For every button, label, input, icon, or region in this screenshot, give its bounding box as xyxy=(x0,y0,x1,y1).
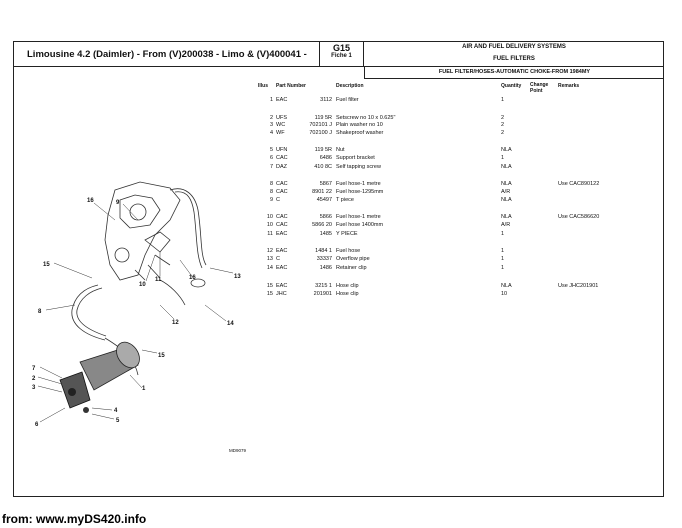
illus-number: 10 xyxy=(266,222,273,228)
filter-sketch xyxy=(60,338,144,413)
part-number: 5866 20 xyxy=(312,222,332,228)
part-number: 1485 xyxy=(319,231,332,237)
callout: 5 xyxy=(116,418,120,424)
callout: 2 xyxy=(32,376,36,382)
part-number: 1486 xyxy=(319,265,332,271)
col-part-number: Part Number xyxy=(276,83,307,89)
callout: 8 xyxy=(38,309,42,315)
quantity: A/R xyxy=(501,222,511,228)
part-prefix: CAC xyxy=(276,189,288,195)
engine-sketch xyxy=(72,182,206,375)
part-number: 5866 xyxy=(319,214,332,220)
illus-number: 9 xyxy=(269,197,273,203)
part-number: 45497 xyxy=(316,197,332,203)
group-code: G15 xyxy=(332,43,350,53)
illus-number: 15 xyxy=(266,283,273,289)
callout: 16 xyxy=(87,198,94,204)
part-description: Plain washer no 10 xyxy=(336,122,383,128)
part-description: Shakeproof washer xyxy=(336,130,384,136)
part-number: 1484 1 xyxy=(315,248,332,254)
part-prefix: CAC xyxy=(276,155,288,161)
part-number: 702101 J xyxy=(309,122,332,128)
quantity: 1 xyxy=(501,265,505,271)
quantity: A/R xyxy=(501,189,511,195)
part-number: 3215 1 xyxy=(315,283,332,289)
part-description: Y PIECE xyxy=(336,231,358,237)
part-prefix: WC xyxy=(276,122,286,128)
part-description: Fuel hose-1295mm xyxy=(336,189,384,195)
callout: 15 xyxy=(43,262,50,268)
part-number: 6486 xyxy=(319,155,332,161)
callout: 16 xyxy=(189,275,196,281)
col-change-point: Change Point xyxy=(530,82,549,94)
callout: 6 xyxy=(35,422,39,428)
fuel-filter-diagram xyxy=(20,160,250,440)
fiche-code-cell xyxy=(320,41,364,67)
diagram-reference: MD9079 xyxy=(229,448,247,453)
illus-number: 12 xyxy=(266,248,273,254)
part-description: Nut xyxy=(336,147,345,153)
part-number: 702100 J xyxy=(309,130,332,136)
group-title: FUEL FILTERS xyxy=(493,56,535,62)
part-prefix: DAZ xyxy=(276,164,287,170)
illus-number: 5 xyxy=(269,147,273,153)
part-prefix: EAC xyxy=(276,97,288,103)
illus-number: 11 xyxy=(267,231,273,237)
illus-number: 14 xyxy=(266,265,273,271)
remarks: Use CAC890122 xyxy=(558,181,600,187)
illus-number: 1 xyxy=(269,97,273,103)
quantity: 2 xyxy=(501,115,505,121)
illus-number: 8 xyxy=(269,189,273,195)
callout: 15 xyxy=(158,353,165,359)
part-number: 410 8C xyxy=(314,164,332,170)
part-prefix: JHC xyxy=(276,291,287,297)
callout-labels xyxy=(32,198,241,428)
quantity: 2 xyxy=(501,130,505,136)
illus-number: 6 xyxy=(269,155,273,161)
part-description: Hose clip xyxy=(336,283,359,289)
col-illus: Illus xyxy=(258,83,269,89)
callout: 10 xyxy=(139,282,146,288)
col-description: Description xyxy=(336,83,364,89)
part-description: Hose clip xyxy=(336,291,359,297)
illus-number: 7 xyxy=(269,164,273,170)
quantity: 10 xyxy=(501,291,508,297)
remarks: Use JHC201901 xyxy=(558,283,599,289)
callout: 12 xyxy=(172,320,179,326)
system-title: AIR AND FUEL DELIVERY SYSTEMS xyxy=(462,44,566,50)
part-number: 119 5R xyxy=(314,147,332,153)
quantity: 1 xyxy=(501,231,505,237)
callout: 13 xyxy=(234,274,241,280)
page-title xyxy=(13,41,320,67)
callout: 11 xyxy=(155,277,162,283)
part-description: Fuel hose 1400mm xyxy=(336,222,384,228)
part-prefix: CAC xyxy=(276,214,288,220)
subgroup-title: FUEL FILTER/HOSES-AUTOMATIC CHOKE-FROM 1984MY xyxy=(364,67,664,79)
part-description: Overflow pipe xyxy=(336,256,370,262)
part-prefix: C xyxy=(276,197,280,203)
quantity: NLA xyxy=(501,147,512,153)
part-prefix: UFN xyxy=(276,147,288,153)
callout: 3 xyxy=(32,385,36,391)
quantity: NLA xyxy=(501,164,512,170)
part-prefix: WF xyxy=(276,130,285,136)
quantity: 2 xyxy=(501,122,505,128)
callout: 14 xyxy=(227,321,234,327)
illus-number: 10 xyxy=(266,214,273,220)
part-number: 8901 22 xyxy=(312,189,332,195)
illus-number: 15 xyxy=(266,291,273,297)
part-description: Support bracket xyxy=(336,155,375,161)
part-prefix: UFS xyxy=(276,115,287,121)
footer-source[interactable]: from: www.myDS420.info xyxy=(2,512,147,526)
illus-number: 4 xyxy=(269,130,273,136)
part-description: T piece xyxy=(336,197,354,203)
part-prefix: EAC xyxy=(276,265,288,271)
illus-number: 2 xyxy=(269,115,273,121)
part-description: Retainer clip xyxy=(336,265,367,271)
part-description: Fuel hose-1 metre xyxy=(336,214,381,220)
part-number: 33337 xyxy=(316,256,332,262)
part-description: Fuel hose xyxy=(336,248,361,254)
part-prefix: C xyxy=(276,256,280,262)
part-number: 5867 xyxy=(319,181,332,187)
quantity: 1 xyxy=(501,248,505,254)
fiche-label: Fiche 1 xyxy=(331,53,352,59)
part-description: Setscrew no 10 x 0.625" xyxy=(336,115,396,121)
quantity: NLA xyxy=(501,283,512,289)
part-prefix: EAC xyxy=(276,231,288,237)
part-number: 119 5R xyxy=(314,115,332,121)
part-number: 3112 xyxy=(320,97,332,103)
title-text: Limousine 4.2 (Daimler) - From (V)200038 - Limo & (V)400041 - xyxy=(27,48,307,60)
callout: 4 xyxy=(114,408,118,414)
part-prefix: CAC xyxy=(276,222,288,228)
quantity: 1 xyxy=(501,97,505,103)
illus-number: 13 xyxy=(266,256,273,262)
illus-number: 3 xyxy=(269,122,273,128)
callout: 7 xyxy=(32,366,36,372)
part-description: Fuel hose-1 metre xyxy=(336,181,381,187)
part-description: Self tapping screw xyxy=(336,164,381,170)
quantity: 1 xyxy=(501,155,505,161)
quantity: NLA xyxy=(501,214,512,220)
system-cell xyxy=(364,41,664,67)
callout: 9 xyxy=(116,200,120,206)
quantity: NLA xyxy=(501,197,512,203)
col-remarks: Remarks xyxy=(558,83,580,89)
part-number: 201901 xyxy=(313,291,332,297)
quantity: 1 xyxy=(501,256,505,262)
callout: 1 xyxy=(142,386,146,392)
part-prefix: CAC xyxy=(276,181,288,187)
illus-number: 8 xyxy=(269,181,273,187)
quantity: NLA xyxy=(501,181,512,187)
col-quantity: Quantity xyxy=(501,83,522,89)
remarks: Use CAC586620 xyxy=(558,214,600,220)
part-prefix: EAC xyxy=(276,248,288,254)
part-prefix: EAC xyxy=(276,283,288,289)
part-description: Fuel filter xyxy=(336,97,359,103)
